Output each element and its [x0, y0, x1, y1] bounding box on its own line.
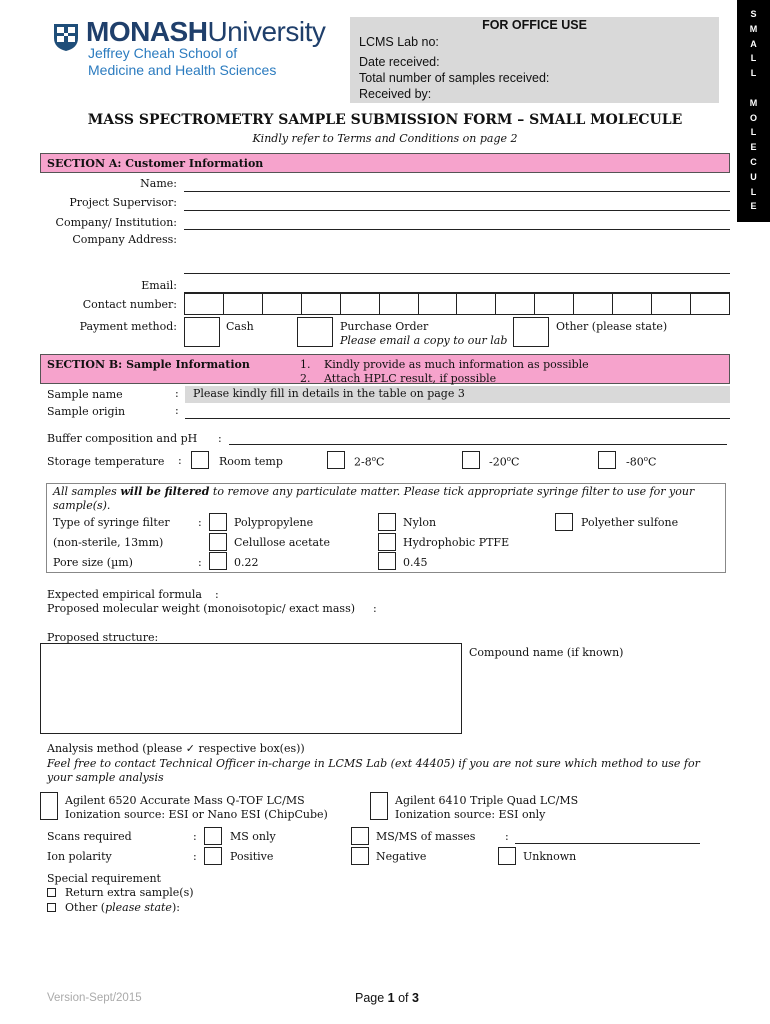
footer-version: Version-Sept/2015 [47, 992, 142, 1004]
buffer-input[interactable] [229, 444, 727, 445]
payment-po-checkbox[interactable] [297, 317, 333, 347]
section-a-title: SECTION A: Customer Information [47, 157, 264, 170]
side-tab-letter: O [749, 112, 757, 123]
side-tab-letter: L [750, 186, 757, 197]
company-label: Company/ Institution: [55, 216, 177, 229]
storage-room-temp-label: Room temp [219, 455, 283, 468]
office-use-box [350, 17, 719, 103]
school-name-line1: Jeffrey Cheah School of [88, 45, 238, 61]
polarity-unknown-checkbox[interactable] [498, 847, 516, 865]
name-input[interactable] [184, 191, 730, 192]
filter-nonsterile-label: (non-sterile, 13mm) [53, 536, 164, 549]
pore-size-label: Pore size (µm) [53, 556, 133, 569]
university-name-bold: MONASH [86, 16, 208, 47]
form-title: MASS SPECTROMETRY SAMPLE SUBMISSION FORM – SMALL MOLECULE [87, 112, 683, 128]
footer-page-num: 1 [387, 991, 395, 1005]
storage-2-8-label [354, 455, 384, 469]
special-other-b: please state [105, 901, 172, 914]
pore-045-checkbox[interactable] [378, 552, 396, 570]
storage-minus-20-unit: C [510, 455, 520, 469]
storage-minus-20-value: -20 [489, 455, 507, 469]
polarity-label: Ion polarity [47, 850, 112, 863]
buffer-label: Buffer composition and pH [47, 432, 198, 445]
storage-minus-20-checkbox[interactable] [462, 451, 480, 469]
side-tab-letter: S [750, 9, 757, 19]
filter-note-c: to remove any particulate matter. Please tick appropriate syringe filter to use for your sample(s). [53, 485, 695, 512]
storage-2-8-unit: C [375, 455, 385, 469]
scans-ms-only-checkbox[interactable] [204, 827, 222, 845]
filter-nylon-checkbox[interactable] [378, 513, 396, 531]
university-name [86, 16, 325, 48]
special-other-a: Other ( [65, 901, 106, 914]
form-subtitle: Kindly refer to Terms and Conditions on page 2 [252, 132, 518, 145]
sample-name-colon: : [175, 387, 179, 400]
university-name-light: University [207, 16, 326, 47]
storage-minus-20-label [489, 455, 519, 469]
filter-polypropylene-checkbox[interactable] [209, 513, 227, 531]
storage-2-8-checkbox[interactable] [327, 451, 345, 469]
address-input[interactable] [184, 273, 730, 274]
storage-minus-80-unit: C [647, 455, 657, 469]
storage-2-8-deg: o [371, 455, 376, 463]
sample-name-note: Please kindly fill in details in the table on page 3 [193, 387, 465, 400]
storage-minus-20-deg: o [506, 455, 511, 463]
scans-ms-only-label: MS only [230, 830, 276, 843]
filter-ptfe-checkbox[interactable] [378, 533, 396, 551]
filter-type-colon: : [198, 516, 202, 529]
pore-022-checkbox[interactable] [209, 552, 227, 570]
school-name-line2: Medicine and Health Sciences [88, 62, 277, 78]
footer-page [355, 991, 419, 1005]
filter-ptfe-label: Hydrophobic PTFE [403, 536, 510, 549]
sample-origin-colon: : [175, 404, 179, 417]
sample-name-note-bar [185, 386, 730, 403]
monash-crest-icon [52, 22, 80, 52]
polarity-negative-label: Negative [376, 850, 427, 863]
special-return-checkbox[interactable] [47, 888, 56, 897]
analysis-note: Feel free to contact Technical Officer in-charge in LCMS Lab (ext 44405) if you are not sure which method to use for your sample analysis [47, 757, 700, 784]
section-b-note1-num: 1. [300, 358, 311, 371]
payment-po-note: Please email a copy to our lab [340, 334, 508, 347]
section-b-note2: Attach HPLC result, if possible [324, 372, 497, 385]
special-other-checkbox[interactable] [47, 903, 56, 912]
side-tab-letter: C [750, 156, 757, 167]
payment-other-checkbox[interactable] [513, 317, 549, 347]
email-label: Email: [141, 279, 177, 292]
side-tab-letter: M [749, 97, 758, 108]
side-tab-letter: L [750, 127, 757, 138]
special-other-c: ): [171, 901, 180, 914]
office-use-title: FOR OFFICE USE [482, 18, 587, 32]
address-label: Company Address: [72, 233, 177, 246]
buffer-colon: : [218, 432, 222, 445]
office-date-received: Date received: [359, 55, 440, 69]
molecular-weight-label: Proposed molecular weight (monoisotopic/ exact mass) [47, 602, 356, 615]
filter-note-a: All samples [53, 485, 121, 498]
office-total-samples: Total number of samples received: [359, 71, 550, 85]
agilent-6410-line2: Ionization source: ESI only [395, 808, 546, 821]
sample-name-label: Sample name [47, 388, 123, 401]
pore-size-colon: : [198, 556, 202, 569]
side-tab-letter: E [750, 142, 757, 153]
agilent-6520-checkbox[interactable] [40, 792, 58, 820]
analysis-title: Analysis method (please ✓ respective box(es)) [47, 742, 305, 755]
polarity-negative-checkbox[interactable] [351, 847, 369, 865]
side-tab-letter: A [750, 38, 757, 49]
scans-msms-colon: : [505, 830, 509, 843]
storage-minus-80-checkbox[interactable] [598, 451, 616, 469]
section-b-note1: Kindly provide as much information as possible [324, 358, 589, 371]
side-tab-letter [737, 81, 770, 96]
scans-colon: : [193, 830, 197, 843]
footer-page-total: 3 [412, 991, 419, 1005]
scans-msms-label: MS/MS of masses [376, 830, 476, 843]
storage-room-temp-checkbox[interactable] [191, 451, 209, 469]
section-b-note2-num: 2. [300, 372, 311, 385]
payment-other-label: Other (please state) [556, 320, 668, 333]
sample-origin-label: Sample origin [47, 405, 126, 418]
scans-label: Scans required [47, 830, 132, 843]
filter-note-b: will be filtered [120, 485, 210, 498]
side-tab-letter: L [750, 68, 757, 79]
filter-cellulose-checkbox[interactable] [209, 533, 227, 551]
agilent-6410-line1: Agilent 6410 Triple Quad LC/MS [395, 794, 579, 807]
scans-msms-input[interactable] [515, 843, 700, 844]
special-other-item[interactable] [47, 901, 180, 914]
storage-minus-80-deg: o [643, 455, 648, 463]
polarity-positive-label: Positive [230, 850, 274, 863]
supervisor-input[interactable] [184, 210, 730, 211]
storage-2-8-value: 2-8 [354, 455, 372, 469]
special-return-label: Return extra sample(s) [65, 886, 194, 899]
side-tab-letter: E [750, 201, 757, 212]
empirical-formula-label: Expected empirical formula [47, 588, 202, 601]
storage-label: Storage temperature [47, 455, 165, 468]
section-b-title: SECTION B: Sample Information [47, 358, 250, 371]
name-label: Name: [140, 177, 177, 190]
side-tab-small-molecule [737, 0, 770, 222]
filter-cellulose-label: Celullose acetate [234, 536, 330, 549]
contact-label: Contact number: [82, 298, 177, 311]
storage-minus-80-label [626, 455, 656, 469]
special-return-item[interactable] [47, 886, 194, 899]
payment-po-label: Purchase Order [340, 320, 429, 333]
compound-name-label: Compound name (if known) [469, 646, 624, 659]
special-title: Special requirement [47, 872, 161, 885]
filter-polyether-checkbox[interactable] [555, 513, 573, 531]
filter-polyether-label: Polyether sulfone [581, 516, 679, 529]
footer-page-a: Page [355, 991, 388, 1005]
filter-nylon-label: Nylon [403, 516, 437, 529]
side-tab-letter: M [749, 23, 758, 34]
office-received-by: Received by: [359, 87, 432, 101]
contact-number-boxes[interactable] [184, 293, 730, 315]
office-lab-no: LCMS Lab no: [359, 35, 439, 49]
proposed-structure-box[interactable] [40, 643, 462, 734]
filter-note [53, 485, 719, 513]
footer-page-b: of [394, 991, 412, 1005]
filter-polypropylene-label: Polypropylene [234, 516, 314, 529]
sample-origin-input[interactable] [185, 418, 730, 419]
payment-cash-checkbox[interactable] [184, 317, 220, 347]
polarity-positive-checkbox[interactable] [204, 847, 222, 865]
molecular-weight-colon: : [373, 602, 377, 615]
company-input[interactable] [184, 229, 730, 230]
filter-type-label: Type of syringe filter [53, 516, 170, 529]
supervisor-label: Project Supervisor: [69, 196, 177, 209]
agilent-6520-line1: Agilent 6520 Accurate Mass Q-TOF LC/MS [65, 794, 305, 807]
pore-022-label: 0.22 [234, 556, 259, 569]
payment-cash-label: Cash [226, 320, 254, 333]
side-tab-letter: L [750, 53, 757, 64]
section-a-header [40, 153, 730, 173]
polarity-unknown-label: Unknown [523, 850, 577, 863]
storage-minus-80-value: -80 [626, 455, 644, 469]
scans-msms-checkbox[interactable] [351, 827, 369, 845]
payment-label: Payment method: [79, 320, 177, 333]
pore-045-label: 0.45 [403, 556, 428, 569]
agilent-6410-checkbox[interactable] [370, 792, 388, 820]
proposed-structure-label: Proposed structure: [47, 631, 159, 644]
empirical-formula-colon: : [215, 588, 219, 601]
agilent-6520-line2: Ionization source: ESI or Nano ESI (ChipCube) [65, 808, 328, 821]
storage-colon: : [178, 454, 182, 467]
polarity-colon: : [193, 850, 197, 863]
side-tab-letter: U [750, 171, 757, 182]
section-b-header [40, 354, 730, 384]
